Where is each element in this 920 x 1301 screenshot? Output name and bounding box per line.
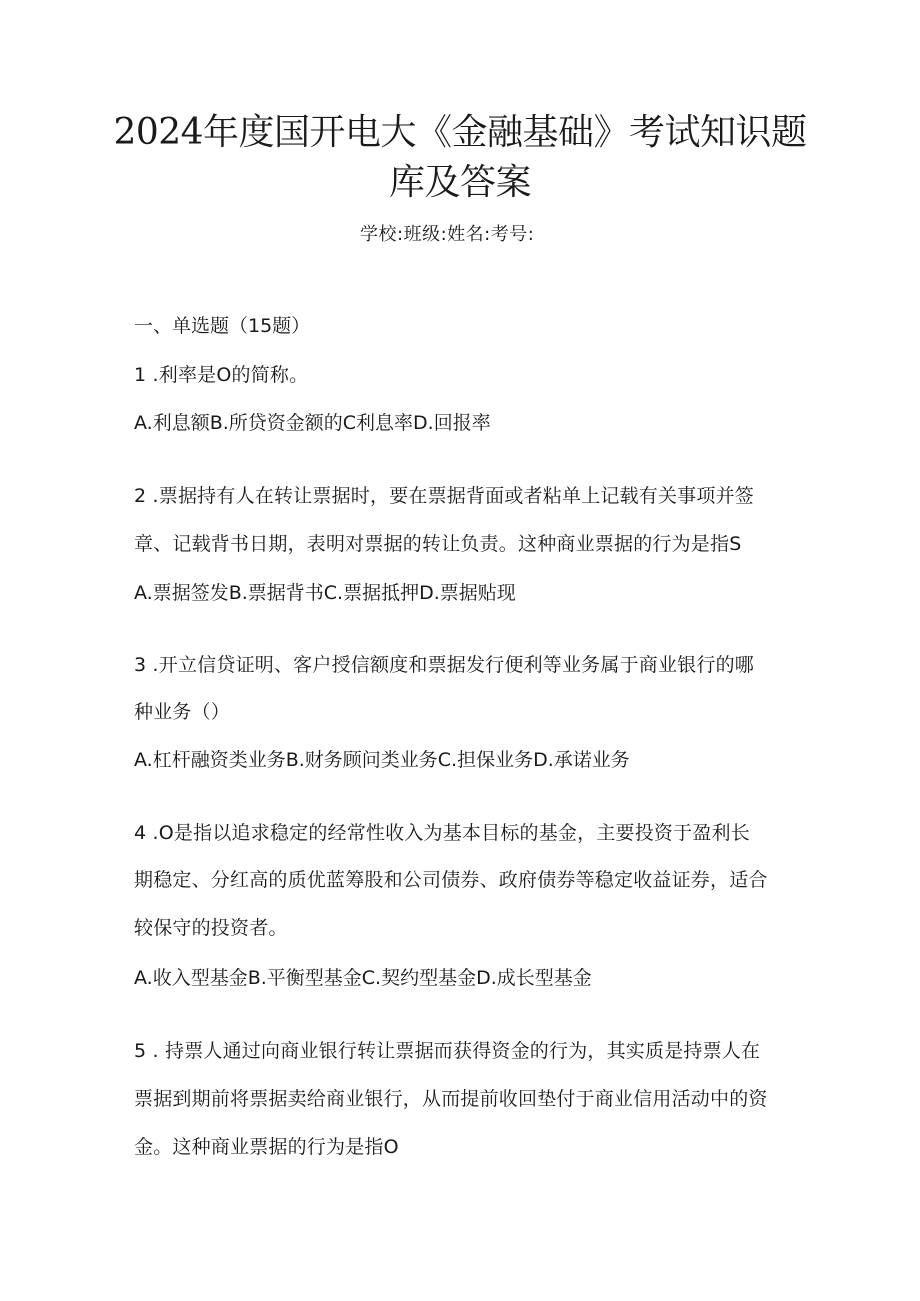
student-info-line: 学校:班级:姓名:考号: <box>360 224 535 245</box>
question-4-options: A.收入型基金B.平衡型基金C.契约型基金D.成长型基金 <box>134 967 592 989</box>
question-5-line-2: 票据到期前将票据卖给商业银行，从而提前收回垫付于商业信用活动中的资 <box>134 1088 768 1110</box>
title-line-2: 库及答案 <box>388 162 531 203</box>
question-4-line-3: 较保守的投资者。 <box>134 917 288 939</box>
question-3-options: A.杠杆融资类业务B.财务顾问类业务C.担保业务D.承诺业务 <box>134 749 630 771</box>
question-5-line-1: 5 . 持票人通过向商业银行转让票据而获得资金的行为，其实质是持票人在 <box>134 1040 761 1062</box>
question-3-line-2: 种业务（） <box>134 701 231 723</box>
question-3-line-1: 3 .开立信贷证明、客户授信额度和票据发行便利等业务属于商业银行的哪 <box>134 654 754 676</box>
question-4-line-1: 4 .O是指以追求稳定的经常性收入为基本目标的基金，主要投资于盈利长 <box>134 822 750 844</box>
question-2-line-1: 2 .票据持有人在转让票据时，要在票据背面或者粘单上记载有关事项并签 <box>134 485 754 507</box>
question-4-line-2: 期稳定、分红高的质优蓝筹股和公司债券、政府债券等稳定收益证券，适合 <box>134 869 768 891</box>
question-1-line-1: 1 .利率是O的简称。 <box>134 364 309 386</box>
question-1-options: A.利息额B.所贷资金额的C利息率D.回报率 <box>134 412 491 434</box>
document-title <box>110 108 810 208</box>
question-5-line-3: 金。这种商业票据的行为是指O <box>134 1136 399 1158</box>
section-heading: 一、单选题（15题） <box>134 315 311 337</box>
question-2-options: A.票据签发B.票据背书C.票据抵押D.票据贴现 <box>134 582 516 604</box>
title-line-1: 2024年度国开电大《金融基础》考试知识题 <box>113 112 807 153</box>
question-2-line-2: 章、记载背书日期，表明对票据的转让负责。这种商业票据的行为是指S <box>134 533 742 555</box>
